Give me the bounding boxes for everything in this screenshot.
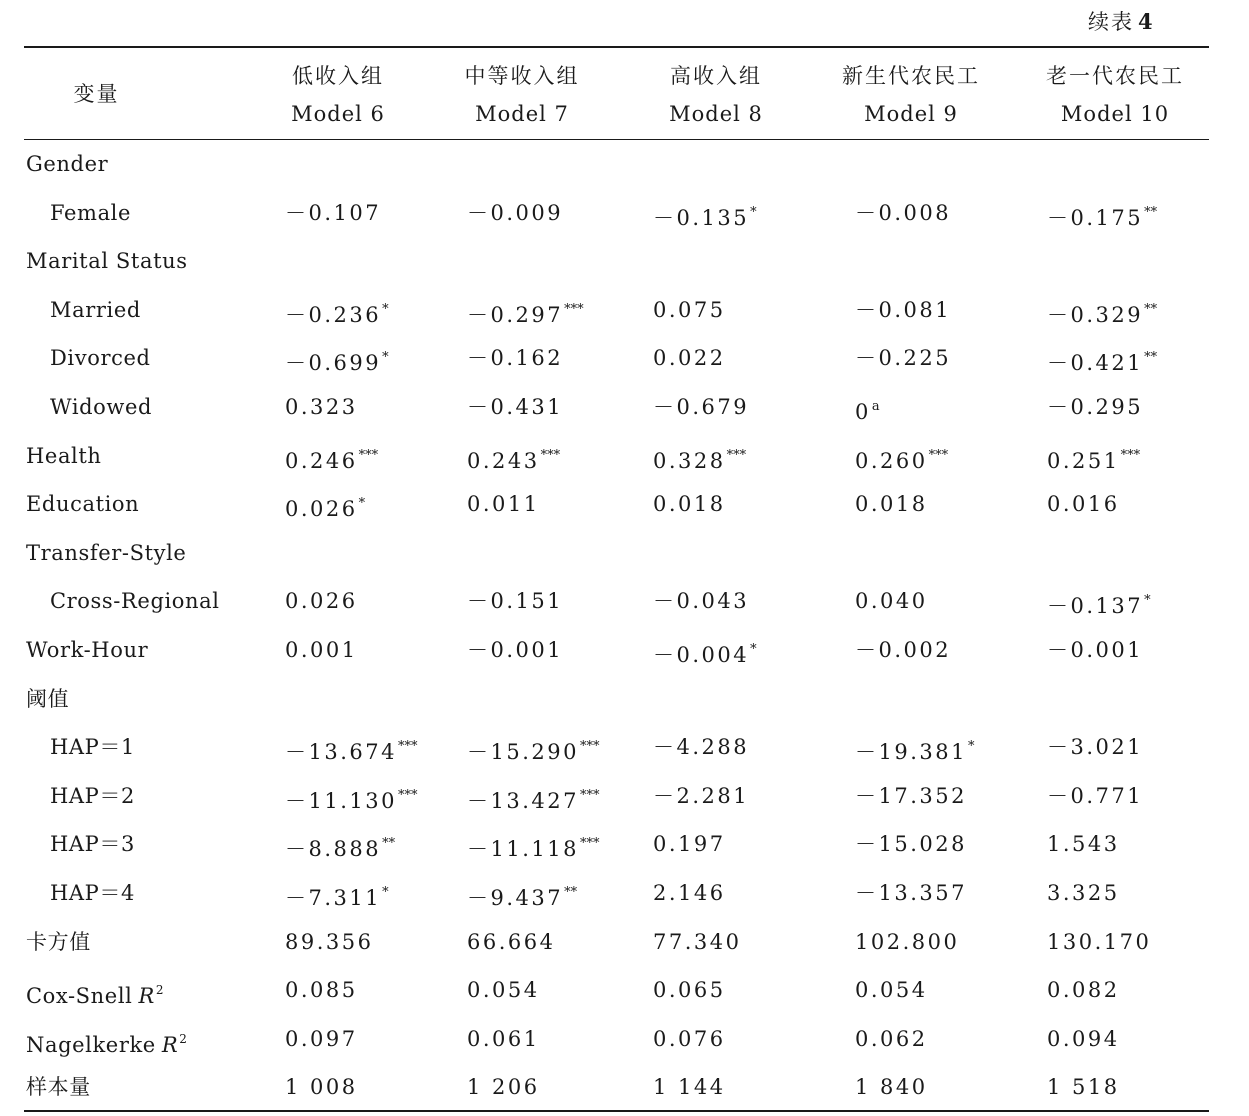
cell-value: －0.137 [1047,594,1144,619]
cell-value: －11.130 [285,788,397,813]
row-label-text: Married [50,297,141,322]
cell-value: 0.016 [1047,492,1120,517]
cell-value: －0.009 [467,200,564,225]
cell-value: 0.076 [653,1026,726,1051]
row-label-text: Widowed [50,395,153,419]
cell-value: 89.356 [285,929,374,954]
table-row [0,189,1249,237]
significance-marker: *** [358,447,379,463]
significance-marker: *** [564,301,584,317]
row-label [26,1063,91,1111]
table-cell [855,1063,928,1111]
table-cell [855,189,951,237]
cell-value: －0.081 [855,297,952,322]
table-cell [653,432,746,485]
significance-marker: *** [397,739,418,755]
table-cell [653,626,757,679]
table-cell [1047,966,1120,1014]
table-row [0,140,1249,188]
table-cell [855,577,928,625]
table-cell [1047,1015,1120,1063]
row-label-superscript: 2 [155,983,165,998]
table-cell [1047,577,1151,630]
row-label [50,577,220,625]
cell-value: 0.323 [285,395,358,419]
column-header [646,57,786,133]
table-cell [653,869,726,917]
table-cell [653,1063,726,1111]
cell-value: －0.008 [855,200,952,225]
cell-value: 0.328 [653,448,726,473]
row-label [26,237,188,285]
cell-value: －0.295 [1047,395,1144,419]
table-cell [467,577,563,625]
row-label-text: 样本量 [26,1075,91,1100]
table-caption [1088,6,1155,36]
significance-marker: * [382,350,389,366]
column-group: 新生代农民工 [842,64,980,88]
row-label-text: Transfer-Style [26,540,187,565]
table-cell [1047,1063,1120,1111]
table-row [0,966,1249,1014]
column-group: 高收入组 [670,64,762,88]
cell-value: 0.040 [855,589,928,614]
top-rule [24,46,1209,48]
cell-value: －0.329 [1047,302,1144,327]
table-cell [653,189,757,242]
row-label-text: HAP＝1 [50,735,135,760]
cell-value: 0.026 [285,589,358,614]
table-cell [1047,772,1143,820]
cell-value: 1 840 [855,1075,928,1100]
cell-value: 0.082 [1047,978,1120,1003]
cell-value: 0.026 [285,497,358,522]
cell-value: －0.431 [467,395,564,419]
table-cell [653,577,749,625]
table-cell [467,723,599,776]
row-label-text: Cross-Regional [50,589,220,614]
cell-value: －0.001 [1047,638,1144,662]
cell-value: －19.381 [855,740,967,765]
table-cell [285,723,417,776]
table-cell [467,334,563,382]
row-label [26,626,148,674]
table-cell [1047,480,1120,528]
table-cell [855,480,928,528]
significance-marker: *** [579,787,600,803]
cell-value: 0 [855,400,871,424]
column-model: Model 7 [475,102,569,126]
table-cell [855,772,967,820]
cell-value: －0.225 [855,346,952,371]
table-cell [467,286,584,339]
cell-value: －15.290 [467,740,579,765]
row-label [50,189,131,237]
row-label [26,480,139,528]
significance-marker: ** [564,885,578,900]
table-cell [653,1015,726,1063]
cell-value: 0.018 [653,492,726,517]
cell-value: －13.674 [285,740,397,765]
table-cell [653,918,741,966]
cell-value: 0.097 [285,1026,358,1051]
table-cell [855,918,959,966]
table-cell [653,723,749,771]
significance-marker: *** [579,739,600,755]
table-cell [285,869,389,922]
table-cell [1047,820,1120,868]
table-row [0,432,1249,480]
table-cell [467,1063,540,1111]
table-cell [855,723,974,776]
table-cell [467,772,599,825]
cell-value: －11.118 [467,837,579,862]
significance-marker: * [750,642,757,657]
cell-value: 3.325 [1047,881,1120,905]
cell-value: 130.170 [1047,929,1152,954]
table-cell [1047,286,1157,339]
cell-value: 0.054 [467,978,540,1003]
table-row [0,383,1249,431]
cell-value: －0.236 [285,302,382,327]
table-cell [467,966,540,1014]
cell-value: －7.311 [285,886,382,910]
column-header [1030,57,1200,133]
cell-value: 1 518 [1047,1075,1120,1100]
cell-value: 0.018 [855,492,928,517]
cell-value: 0.260 [855,448,928,473]
row-label [50,723,135,771]
row-label-text: Health [26,443,102,468]
significance-marker: *** [726,447,747,463]
cell-value: 0.251 [1047,448,1120,473]
table-cell [467,189,563,237]
table-row [0,626,1249,674]
table-cell [285,480,365,533]
significance-marker: ** [1144,350,1158,366]
table-cell [653,286,726,334]
table-cell [855,1015,928,1063]
table-cell [1047,383,1143,431]
column-header [442,57,602,133]
cell-value: 0.243 [467,448,540,473]
table-row [0,820,1249,868]
table-cell [855,820,967,868]
table-cell [855,286,951,334]
significance-marker: * [1144,593,1151,609]
cell-value: 2.146 [653,881,726,905]
table-cell [467,869,577,922]
table-cell [285,189,381,237]
cell-value: －0.297 [467,302,564,327]
table-row [0,675,1249,723]
significance-marker: ** [382,836,396,852]
row-label [26,675,69,723]
cell-value: 1 144 [653,1075,726,1100]
table-row [0,723,1249,771]
table-cell [467,480,540,528]
table-cell [1047,626,1143,674]
cell-value: －0.679 [653,395,750,419]
table-cell [285,334,389,387]
table-row [0,577,1249,625]
cell-value: 0.011 [467,492,540,517]
cell-value: －9.437 [467,886,564,910]
row-label-italic: R [161,1032,179,1057]
row-label-text: Work-Hour [26,638,149,662]
row-label [26,432,102,480]
significance-marker: * [967,739,975,755]
column-model: Model 8 [669,102,763,126]
table-row [0,286,1249,334]
row-label-superscript: 2 [179,1031,188,1046]
cell-value: 1.543 [1047,832,1120,857]
table-row [0,334,1249,382]
cell-value: 0.246 [285,448,358,473]
cell-value: －17.352 [855,783,967,808]
row-label [50,820,135,868]
table-cell [653,820,726,868]
column-model: Model 10 [1060,102,1170,126]
cell-value: 66.664 [467,929,556,954]
table-row [0,237,1249,285]
significance-marker: * [382,301,389,317]
cell-value: 77.340 [653,929,742,954]
column-group: 中等收入组 [464,64,580,88]
cell-value: －0.771 [1047,783,1144,808]
row-label-text: HAP＝4 [50,881,135,905]
table-row [0,480,1249,528]
cell-value: 0.061 [467,1026,540,1051]
table-cell [285,966,358,1014]
row-label [26,1015,188,1069]
row-label [50,286,141,334]
table-cell [1047,869,1120,917]
cell-value: －0.699 [285,351,382,376]
table-cell [1047,189,1157,242]
cell-value: 0.094 [1047,1026,1120,1051]
cell-value: 0.054 [855,978,928,1003]
caption-number: 4 [1138,9,1155,34]
row-label [26,529,186,577]
row-label-text: HAP＝3 [50,832,135,857]
significance-marker: ** [1144,301,1158,317]
cell-value: －15.028 [855,832,967,857]
table-cell [285,432,378,485]
row-label-text: Education [26,492,140,517]
cell-value: －0.002 [855,638,952,662]
cell-value: 0.065 [653,978,726,1003]
row-label [26,918,91,966]
table-row [0,772,1249,820]
column-group: 老一代农民工 [1046,64,1184,88]
table-cell [467,626,563,674]
table-cell [653,383,749,431]
significance-marker: * [382,885,389,900]
cell-value: －2.281 [653,783,750,808]
row-label-text: 阈值 [26,686,70,711]
row-label-text: Marital Status [26,249,188,274]
cell-value: 0.022 [653,346,726,371]
table-cell [467,918,555,966]
cell-value: 0.075 [653,297,726,322]
cell-value: －0.001 [467,638,564,662]
table-cell [855,869,967,917]
row-label [26,966,164,1020]
cell-value: －0.004 [653,643,750,667]
row-label-text: Gender [26,152,109,176]
table-row [0,1015,1249,1063]
table-cell [467,820,599,873]
cell-value: 0.085 [285,978,358,1003]
table-cell [855,432,948,485]
cell-value: －0.175 [1047,205,1144,230]
table-cell [1047,334,1157,387]
row-label [50,772,135,820]
table-row [0,529,1249,577]
table-cell [855,966,928,1014]
column-header [268,57,408,133]
table-cell [285,626,358,674]
table-row [0,869,1249,917]
table-row [0,1063,1249,1111]
significance-marker: *** [1120,447,1141,463]
cell-value: －0.107 [285,200,382,225]
cell-value: －0.135 [653,205,750,230]
table-cell [285,286,389,339]
column-model: Model 6 [291,102,385,126]
significance-marker: *** [579,836,600,852]
significance-marker: * [750,204,757,220]
table-cell [653,334,726,382]
table-cell [653,966,726,1014]
row-label [50,869,135,917]
table-row [0,918,1249,966]
table-cell [285,577,358,625]
cell-value: 0.197 [653,832,726,857]
cell-value: －0.151 [467,589,564,614]
row-label [50,383,152,431]
variable-header: 变量 [73,82,120,106]
table-cell [653,772,749,820]
table-cell [285,383,358,431]
column-header [826,57,996,133]
caption-prefix: 续表 [1088,10,1134,34]
row-label [26,140,108,188]
row-label-text: 卡方值 [26,929,91,954]
significance-marker: a [871,399,880,414]
table-cell [1047,723,1143,771]
cell-value: 0.001 [285,638,358,662]
significance-marker: *** [397,787,418,803]
table-cell [467,1015,540,1063]
significance-marker: ** [1144,204,1158,220]
row-label-text: Female [50,200,132,225]
table-cell [855,334,951,382]
cell-value: －0.162 [467,346,564,371]
cell-value: －4.288 [653,735,750,760]
table-cell [285,918,373,966]
cell-value: 1 008 [285,1075,358,1100]
cell-value: 1 206 [467,1075,540,1100]
table-cell [467,432,560,485]
row-label-text: Divorced [50,346,151,371]
table-cell [1047,432,1140,485]
row-label-text: HAP＝2 [50,783,135,808]
column-group: 低收入组 [292,64,384,88]
cell-value: 102.800 [855,929,960,954]
row-label-italic: R [138,984,155,1009]
table-cell [285,820,395,873]
table-cell [653,480,726,528]
table-cell [285,1063,358,1111]
cell-value: －0.043 [653,589,750,614]
cell-value: －3.021 [1047,735,1144,760]
table-cell [285,772,417,825]
row-label [50,334,151,382]
column-model: Model 9 [864,102,958,126]
cell-value: －13.357 [855,881,967,905]
significance-marker: * [358,496,366,512]
cell-value: －13.427 [467,788,579,813]
table-cell [855,626,951,674]
significance-marker: *** [928,447,949,463]
cell-value: 0.062 [855,1026,928,1051]
cell-value: －0.421 [1047,351,1144,376]
significance-marker: *** [540,447,561,463]
row-label-text: Cox-Snell [26,984,133,1009]
cell-value: －8.888 [285,837,382,862]
table-cell [855,383,880,436]
table-cell [1047,918,1151,966]
row-label-text: Nagelkerke [26,1032,156,1057]
table-cell [285,1015,358,1063]
table-cell [467,383,563,431]
